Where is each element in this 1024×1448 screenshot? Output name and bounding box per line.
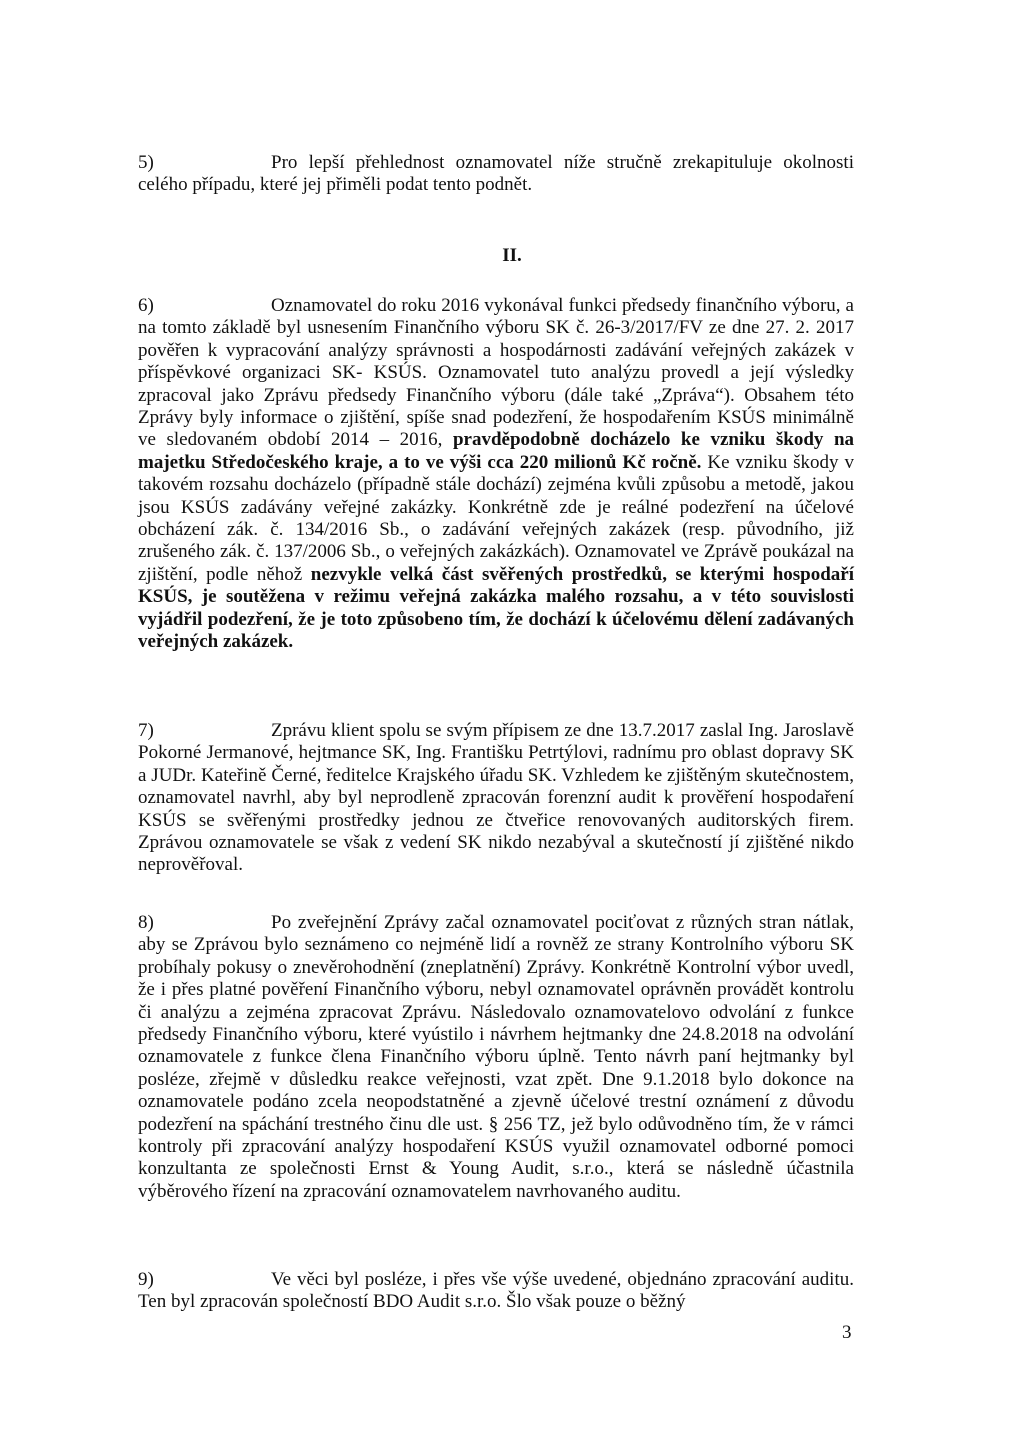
bold-text: pravděpodobně docházelo ke vzniku škody na majetku Středočeského kraje, a to ve výši cca 220 milionů Kč ročně. [138, 429, 855, 473]
section-heading: II. [502, 245, 522, 266]
paragraph-number: 8) [138, 912, 154, 933]
page-number: 3 [842, 1322, 852, 1343]
paragraph-5 [138, 152, 854, 197]
paragraph-7 [138, 720, 854, 877]
paragraph-9 [138, 1269, 854, 1314]
paragraph-text: Oznamovatel do roku 2016 vykonával funkci předsedy finančního výboru, a na tomto základě byl usnesením Finančního výboru SK č. 26-3/2017/FV ze dne 27. 2. 2017 pověřen k vypracování analýzy správnosti a hospodárnosti zadávání veřejných zakázek v příspěvkové organizaci SK- KSÚS. Oznamovatel tuto analýzu provedl a její výsledky zpracoval jako Zprávu předsedy Finančního výboru (dále také „Zpráva“). Obsahem této Zprávy byly informace o zjištění, spíše snad podezření, že hospodařením KSÚS minimálně ve sledovaném období 2014 – 2016, [138, 295, 854, 451]
paragraph-number: 9) [138, 1269, 154, 1290]
paragraph-text: Zprávu klient spolu se svým přípisem ze dne 13.7.2017 zaslal Ing. Jaroslavě Pokorné Jermanové, hejtmance SK, Ing. Františku Petrtýlovi, radnímu pro oblast dopravy SK a JUDr. Kateřině Černé, ředitelce Krajského úřadu SK. Vzhledem ke zjištěným skutečnostem, oznamovatel navrhl, aby byl neprodleně zpracován forenzní audit k prověření hospodaření KSÚS se svěřenými prostředky jednou ze čtveřice renovovaných auditorských firem. Zprávou oznamovatele se však z vedení SK nikdo nezabýval a skutečností jí zjištěné nikdo neprověřoval. [138, 720, 854, 876]
paragraph-6 [138, 295, 854, 654]
paragraph-8 [138, 912, 854, 1203]
paragraph-text: Po zveřejnění Zprávy začal oznamovatel pociťovat z různých stran nátlak, aby se Zprávou bylo seznámeno co nejméně lidí a rovněž ze strany Kontrolního výboru SK probíhaly pokusy o znevěrohodnění (zneplatnění) Zprávy. Konkrétně Kontrolní výbor uvedl, že i přes platné pověření Finančního výboru, nebyl oznamovatel oprávněn provádět kontrolu či analýzu a zejména zpracovat Zprávu. Následovalo oznamovatelovo odvolání z funkce předsedy Finančního výboru, které vyústilo i návrhem hejtmanky dne 24.8.2018 na odvolání oznamovatele z funkce člena Finančního výboru úplně. Tento návrh paní hejtmanky byl posléze, zřejmě v důsledku reakce veřejnosti, vzat zpět. Dne 9.1.2018 bylo dokonce na oznamovatele podáno zcela neopodstatněné a zjevně účelové trestní oznámení z důvodu podezření na spáchání trestného činu dle ust. § 256 TZ, jež bylo odůvodněno tím, že v rámci kontroly při zpracování analýzy hospodaření KSÚS využil oznamovatel odborné pomoci konzultanta ze společnosti Ernst & Young Audit, s.r.o., která se následně účastnila výběrového řízení na zpracování oznamovatelem navrhovaného auditu. [138, 912, 854, 1202]
paragraph-text: Ke vzniku škody v takovém rozsahu docházelo (případně stále dochází) zejména kvůli způsobu a metodě, jakou jsou KSÚS zadávány veřejné zakázky. Konkrétně zde je reálné podezření na účelové obcházení zák. č. 134/2016 Sb., o zadávání veřejných zakázek (resp. původního, již zrušeného zák. č. 137/2006 Sb., o veřejných zakázkách). Oznamovatel ve Zprávě poukázal na zjištění, podle něhož [138, 451, 855, 585]
paragraph-number: 6) [138, 295, 154, 316]
paragraph-text: Ve věci byl posléze, i přes vše výše uvedené, objednáno zpracování auditu. Ten byl zpracován společností BDO Audit s.r.o. Šlo však pouze o běžný [138, 1269, 854, 1313]
paragraph-number: 7) [138, 720, 154, 741]
paragraph-number: 5) [138, 152, 154, 173]
bold-text: nezvykle velká část svěřených prostředků, se kterými hospodaří KSÚS, je soutěžena v režimu veřejná zakázka malého rozsahu, a v této souvislosti vyjádřil podezření, že je toto způsobeno tím, že dochází k účelovému dělení zadávaných veřejných zakázek. [138, 563, 855, 653]
paragraph-text: Pro lepší přehlednost oznamovatel níže stručně zrekapituluje okolnosti celého případu, které jej přiměli podat tento podnět. [138, 152, 854, 196]
